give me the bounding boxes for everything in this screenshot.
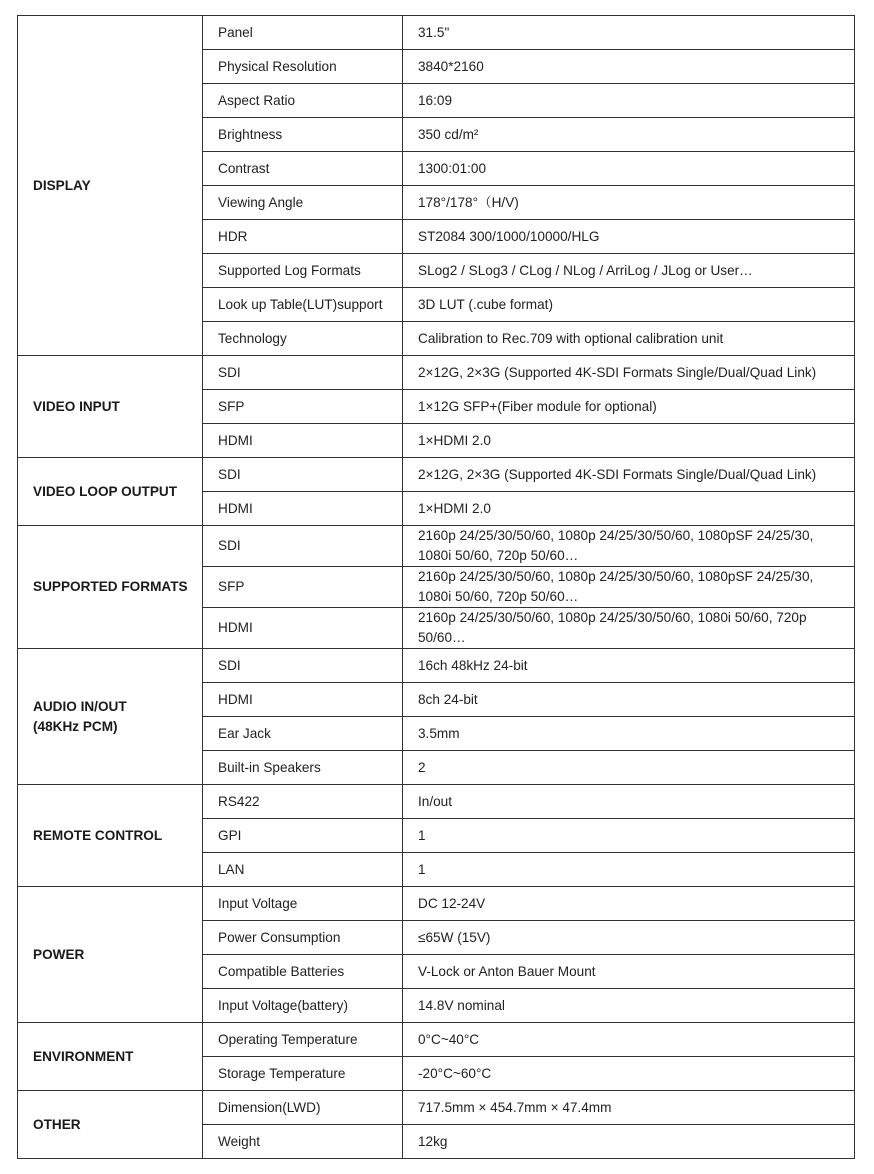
group-title: VIDEO LOOP OUTPUT <box>33 483 178 499</box>
spec-table-body <box>18 16 855 1159</box>
spec-label: HDMI <box>203 424 403 458</box>
spec-value: 0°C~40°C <box>403 1023 855 1057</box>
spec-value: 31.5" <box>403 16 855 50</box>
spec-label: Physical Resolution <box>203 50 403 84</box>
group-header <box>18 887 203 1023</box>
spec-value: 3D LUT (.cube format) <box>403 288 855 322</box>
spec-label: RS422 <box>203 785 403 819</box>
spec-value: 3840*2160 <box>403 50 855 84</box>
spec-value: ST2084 300/1000/10000/HLG <box>403 220 855 254</box>
spec-label: Brightness <box>203 118 403 152</box>
group-header <box>18 1091 203 1159</box>
spec-label: HDMI <box>203 683 403 717</box>
spec-row <box>18 526 855 567</box>
spec-value: In/out <box>403 785 855 819</box>
spec-row <box>18 458 855 492</box>
group-header <box>18 785 203 887</box>
spec-label: SDI <box>203 356 403 390</box>
spec-label: Supported Log Formats <box>203 254 403 288</box>
group-header <box>18 356 203 458</box>
spec-label: Look up Table(LUT)support <box>203 288 403 322</box>
group-header <box>18 458 203 526</box>
group-title: DISPLAY <box>33 177 91 193</box>
spec-label: Operating Temperature <box>203 1023 403 1057</box>
spec-label: Dimension(LWD) <box>203 1091 403 1125</box>
spec-label: HDR <box>203 220 403 254</box>
spec-value: 1×12G SFP+(Fiber module for optional) <box>403 390 855 424</box>
spec-value: -20°C~60°C <box>403 1057 855 1091</box>
spec-label: SDI <box>203 526 403 567</box>
spec-value: 16:09 <box>403 84 855 118</box>
group-title: SUPPORTED FORMATS <box>33 579 188 594</box>
spec-label: SDI <box>203 458 403 492</box>
spec-value: 2160p 24/25/30/50/60, 1080p 24/25/30/50/60, 1080pSF 24/25/30, 1080i 50/60, 720p 50/60… <box>403 526 855 567</box>
spec-label: Viewing Angle <box>203 186 403 220</box>
spec-label: SFP <box>203 390 403 424</box>
spec-row <box>18 1023 855 1057</box>
spec-value: 2160p 24/25/30/50/60, 1080p 24/25/30/50/60, 1080pSF 24/25/30, 1080i 50/60, 720p 50/60… <box>403 567 855 608</box>
spec-label: Weight <box>203 1125 403 1159</box>
spec-label: GPI <box>203 819 403 853</box>
group-title: AUDIO IN/OUT <box>33 698 127 714</box>
spec-value: 1 <box>403 819 855 853</box>
spec-value: 2160p 24/25/30/50/60, 1080p 24/25/30/50/60, 1080i 50/60, 720p 50/60… <box>403 608 855 649</box>
group-subtitle: (48KHz PCM) <box>33 718 118 734</box>
spec-value: ≤65W (15V) <box>403 921 855 955</box>
group-title: ENVIRONMENT <box>33 1048 134 1064</box>
spec-value: 14.8V nominal <box>403 989 855 1023</box>
group-header <box>18 1023 203 1091</box>
spec-value: 2 <box>403 751 855 785</box>
spec-label: Input Voltage(battery) <box>203 989 403 1023</box>
spec-label: SFP <box>203 567 403 608</box>
spec-value: 1 <box>403 853 855 887</box>
spec-label: Built-in Speakers <box>203 751 403 785</box>
spec-value: 1300:01:00 <box>403 152 855 186</box>
spec-row <box>18 887 855 921</box>
spec-value: 178°/178°（H/V) <box>403 186 855 220</box>
group-header <box>18 526 203 649</box>
spec-row <box>18 785 855 819</box>
spec-row <box>18 649 855 683</box>
spec-value: Calibration to Rec.709 with optional calibration unit <box>403 322 855 356</box>
spec-row <box>18 1091 855 1125</box>
group-title: OTHER <box>33 1116 81 1132</box>
spec-label: Contrast <box>203 152 403 186</box>
spec-value: 3.5mm <box>403 717 855 751</box>
spec-label: Technology <box>203 322 403 356</box>
spec-label: LAN <box>203 853 403 887</box>
group-title: REMOTE CONTROL <box>33 827 163 843</box>
group-title: POWER <box>33 946 85 962</box>
group-header <box>18 649 203 785</box>
spec-value: 717.5mm × 454.7mm × 47.4mm <box>403 1091 855 1125</box>
spec-row <box>18 16 855 50</box>
spec-table <box>17 15 855 1159</box>
spec-value: 350 cd/m² <box>403 118 855 152</box>
spec-label: SDI <box>203 649 403 683</box>
group-header <box>18 16 203 356</box>
spec-label: Panel <box>203 16 403 50</box>
spec-label: Compatible Batteries <box>203 955 403 989</box>
spec-value: 2×12G, 2×3G (Supported 4K-SDI Formats Single/Dual/Quad Link) <box>403 356 855 390</box>
spec-value: V-Lock or Anton Bauer Mount <box>403 955 855 989</box>
spec-label: HDMI <box>203 492 403 526</box>
spec-value: DC 12-24V <box>403 887 855 921</box>
spec-value: 1×HDMI 2.0 <box>403 424 855 458</box>
spec-label: Input Voltage <box>203 887 403 921</box>
spec-label: HDMI <box>203 608 403 649</box>
spec-value: 2×12G, 2×3G (Supported 4K-SDI Formats Single/Dual/Quad Link) <box>403 458 855 492</box>
spec-label: Power Consumption <box>203 921 403 955</box>
spec-label: Storage Temperature <box>203 1057 403 1091</box>
spec-label: Ear Jack <box>203 717 403 751</box>
spec-value: 12kg <box>403 1125 855 1159</box>
spec-value: 1×HDMI 2.0 <box>403 492 855 526</box>
spec-value: SLog2 / SLog3 / CLog / NLog / ArriLog / JLog or User… <box>403 254 855 288</box>
spec-row <box>18 356 855 390</box>
spec-value: 16ch 48kHz 24-bit <box>403 649 855 683</box>
group-title: VIDEO INPUT <box>33 398 120 414</box>
spec-label: Aspect Ratio <box>203 84 403 118</box>
spec-value: 8ch 24-bit <box>403 683 855 717</box>
